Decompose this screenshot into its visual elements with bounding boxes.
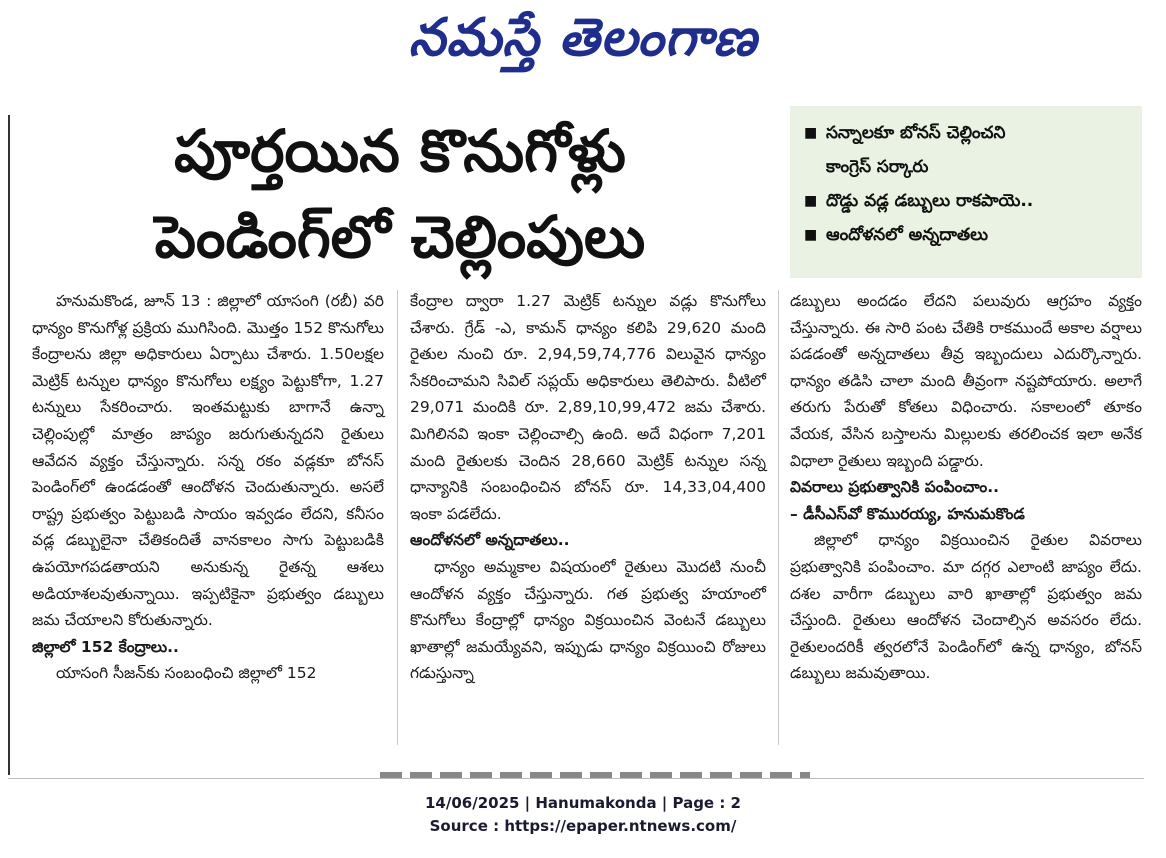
article-paragraph: ధాన్యం అమ్మకాల విషయంలో రైతులు మొదటి నుంచీ ఆందోళన వ్యక్తం చేస్తున్నారు. గత ప్రభుత్వ హయాంలో కొనుగోలు కేంద్రాల్లో ధాన్యం విక్రయించిన వెంటనే డబ్బులు ఖాతాల్లో జమయ్యేవని, ఇప్పుడు ధాన్యం విక్రయించి రోజులు గడుస్తున్నా: [410, 557, 766, 683]
highlight-item: [800, 218, 1132, 252]
article-column-3: [790, 288, 1142, 687]
footer: [0, 792, 1166, 838]
highlight-item: [800, 184, 1132, 218]
highlight-text: దొడ్డు వడ్ల డబ్బులు రాకపాయె..: [826, 191, 1034, 211]
quote-attribution: – డీసీఎస్‌వో కొమురయ్య, హనుమకొండ: [790, 504, 1025, 523]
article-paragraph: డబ్బులు అందడం లేదని పలువురు ఆగ్రహం వ్యక్తం చేస్తున్నారు. ఈ సారి పంట చేతికి రాకముందే అకాల వర్షాలు పడడంతో అన్నదాతలు తీవ్ర ఇబ్బందులు ఎదుర్కొన్నారు. ధాన్యం తడిసి చాలా మంది తీవ్రంగా నష్టపోయారు. అలాగే తరుగు పేరుతో కోతలు విధించారు. సకాలంలో తూకం వేయక, వేసిన బస్తాలను మిల్లులకు తరలించక ఇలా అనేక విధాలా రైతులు ఇబ్బంది పడ్డారు.: [790, 292, 1142, 470]
square-bullet-icon: ■: [804, 227, 818, 243]
footer-date-edition: 14/06/2025 | Hanumakonda | Page : 2: [424, 794, 741, 812]
bottom-rule: [8, 778, 1144, 779]
article-paragraph: యాసంగి సీజన్‌కు సంబంధించి జిల్లాలో 152: [56, 664, 317, 683]
subheading: వివరాలు ప్రభుత్వానికి పంపించాం..: [790, 478, 1000, 497]
footer-source[interactable]: Source : https://epaper.ntnews.com/: [429, 817, 737, 835]
subheading: ఆందోళనలో అన్నదాతలు..: [410, 531, 570, 550]
article-paragraph: హనుమకొండ, జూన్ 13 : జిల్లాలో యాసంగి (రబీ) వరి ధాన్యం కొనుగోళ్ల ప్రక్రియ ముగిసింది. మొత్తం 152 కొనుగోలు కేంద్రాలను జిల్లా అధికారులు ఏర్పాటు చేశారు. 1.50లక్షల మెట్రిక్ టన్నుల ధాన్యం కొనుగోలు లక్ష్యం పెట్టుకోగా, 1.27 టన్నులు సేకరించారు. ఇంతమట్టుకు బాగానే ఉన్నా చెల్లింపుల్లో మాత్రం జాప్యం జరుగుతున్నదని రైతులు ఆవేదన వ్యక్తం చేస్తున్నారు. సన్న రకం వడ్లకూ బోనస్ పెండింగ్‌లో ఉండడంతో ఆందోళన చెందుతున్నారు. అసలే రాష్ట్ర ప్రభుత్వం పెట్టుబడి సాయం ఇవ్వడం లేదని, కనీసం వడ్ల డబ్బులైనా చేతికందితే వానకాలం సాగు పెట్టుబడికి ఉపయోగపడతాయని అనుకున్న రైతన్న ఆశలు అడియాశలవుతున్నాయి. ఇప్పటికైనా ప్రభుత్వం డబ్బులు జమ చేయాలని కోరుతున్నారు.: [32, 292, 384, 630]
article-column-2: [410, 288, 766, 687]
column-divider: [397, 290, 398, 745]
highlights-box: [790, 106, 1142, 278]
left-border-rule: [8, 115, 10, 775]
square-bullet-icon: ■: [804, 125, 818, 141]
article-paragraph: కేంద్రాల ద్వారా 1.27 మెట్రిక్ టన్నుల వడ్లు కొనుగోలు చేశారు. గ్రేడ్ -ఎ, కామన్ ధాన్యం కలిపి 29,620 మంది రైతుల నుంచి రూ. 2,94,59,74,776 విలువైన ధాన్యం సేకరించామని సివిల్ సప్లయ్ అధికారులు తెలిపారు. వీటిలో 29,071 మందికి రూ. 2,89,10,99,472 జమ చేశారు. మిగిలినవి ఇంకా చెల్లించాల్సి ఉంది. అదే విధంగా 7,201 మంది రైతులకు చెందిన 28,660 మెట్రిక్ టన్నుల సన్న ధాన్యానికి సంబంధించిన బోనస్ రూ. 14,33,04,400 ఇంకా పడలేదు.: [410, 292, 766, 523]
square-bullet-icon: ■: [804, 193, 818, 209]
subheading: జిల్లాలో 152 కేంద్రాలు..: [32, 637, 179, 656]
column-divider: [778, 290, 779, 745]
masthead-logo-text: నమస్తే తెలంగాణ: [408, 8, 758, 68]
highlight-text: సన్నాలకూ బోనస్ చెల్లించని: [826, 123, 1006, 143]
article-column-1: [32, 288, 384, 687]
highlight-item: [800, 116, 1132, 150]
headline-line-2: పెండింగ్‌లో చెల్లింపులు: [154, 203, 646, 271]
highlight-continuation: కాంగ్రెస్ సర్కారు: [826, 157, 929, 177]
highlight-text: ఆందోళనలో అన్నదాతలు: [826, 225, 989, 245]
masthead: [0, 0, 1166, 88]
headline-line-1: పూర్తయిన కొనుగోళ్లు: [174, 117, 626, 185]
headline: [30, 108, 770, 280]
article-paragraph: జిల్లాలో ధాన్యం విక్రయించిన రైతుల వివరాలు ప్రభుత్వానికి పంపించాం. మా దగ్గర ఎలాంటి జాప్యం లేదు. దశల వారీగా డబ్బులు వారి ఖాతాల్లో ప్రభుత్వం జమ చేస్తుంది. రైతులు ఆందోళన చెందాల్సిన అవసరం లేదు. రైతులందరికీ త్వరలోనే పెండింగ్‌లో ఉన్న ధాన్యం, బోనస్ డబ్బులు జమవుతాయి.: [790, 531, 1142, 683]
